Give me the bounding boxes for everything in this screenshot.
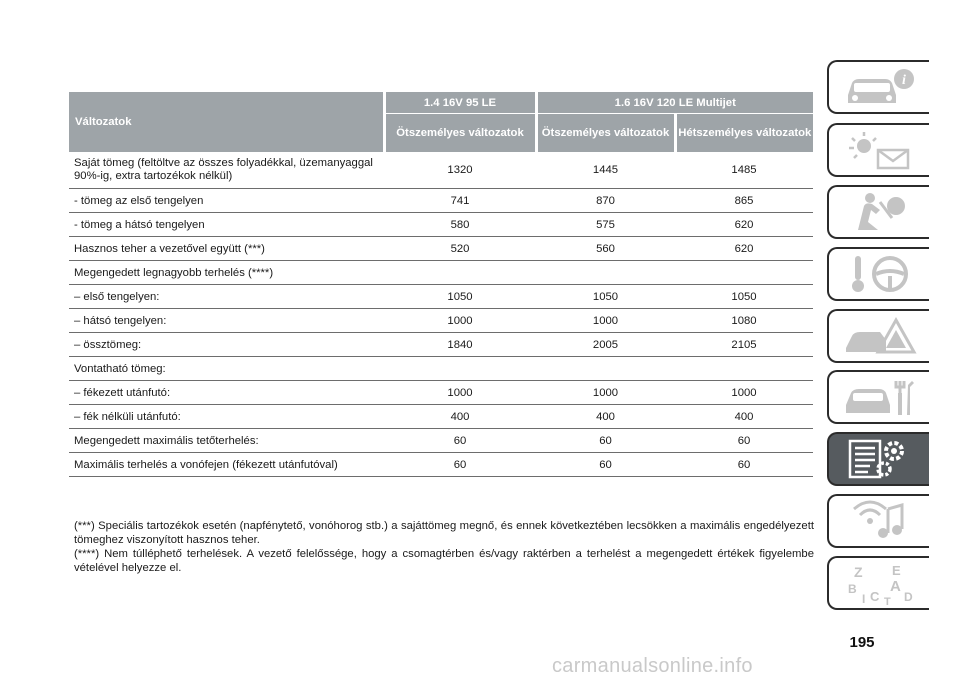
row-value: 60 [384, 453, 536, 477]
table-row [69, 381, 813, 405]
footnote-4: (****) Nem túlléphető terhelések. A vezető felelőssége, hogy a csomagtérben és/vagy raktérben a terhelést a megengedett értékek figyelembe vételével helyezze el. [74, 548, 814, 574]
maintenance-tools-icon [840, 375, 918, 419]
svg-text:I: I [862, 592, 866, 605]
row-value: 1050 [536, 285, 675, 309]
tab-dashboard-lights[interactable] [827, 123, 929, 177]
row-value: 741 [384, 189, 536, 213]
row-value: 1000 [675, 381, 813, 405]
table-row [69, 261, 813, 285]
row-value: 1000 [384, 309, 536, 333]
row-label: – hátsó tengelyen: [69, 309, 384, 333]
specifications-table [69, 92, 813, 477]
tab-starting-driving[interactable] [827, 247, 929, 301]
table-row [69, 309, 813, 333]
row-value: 620 [675, 237, 813, 261]
header-seats-3: Hétszemélyes változatok [675, 114, 813, 153]
table-row [69, 357, 813, 381]
row-label: - tömeg a hátsó tengelyen [69, 213, 384, 237]
svg-text:A: A [890, 578, 901, 595]
watermark: carmanualsonline.info [552, 655, 753, 677]
dashboard-lights-icon [840, 128, 918, 172]
row-label: - tömeg az első tengelyen [69, 189, 384, 213]
svg-text:Z: Z [854, 564, 863, 580]
row-value: 1000 [384, 381, 536, 405]
header-seats-2: Ötszemélyes változatok [536, 114, 675, 153]
table-row [69, 333, 813, 357]
safety-airbag-icon [840, 190, 918, 234]
header-engine-2: 1.6 16V 120 LE Multijet [536, 92, 813, 114]
row-value: 2105 [675, 333, 813, 357]
row-label: Vontatható tömeg: [69, 357, 384, 381]
svg-text:i: i [902, 73, 906, 88]
row-value: 1000 [536, 381, 675, 405]
table-row [69, 237, 813, 261]
row-value: 400 [384, 405, 536, 429]
table-row [69, 152, 813, 189]
row-value: 1840 [384, 333, 536, 357]
row-label: – fékezett utánfutó: [69, 381, 384, 405]
tab-car-info[interactable] [827, 60, 929, 114]
table-row [69, 213, 813, 237]
row-value: 1050 [675, 285, 813, 309]
table-row [69, 429, 813, 453]
svg-text:B: B [848, 582, 857, 596]
row-label: Hasznos teher a vezetővel együtt (***) [69, 237, 384, 261]
tab-maintenance[interactable] [827, 370, 929, 424]
row-value: 865 [675, 189, 813, 213]
row-value: 1080 [675, 309, 813, 333]
row-value: 1000 [536, 309, 675, 333]
row-label: Saját tömeg (feltöltve az összes folyadékkal, üzemanyaggal 90%-ig, extra tartozékok nélkül) [69, 152, 384, 189]
page-number: 195 [849, 634, 875, 651]
row-value: 560 [536, 237, 675, 261]
row-value: 60 [675, 453, 813, 477]
row-value: 400 [675, 405, 813, 429]
row-label: Megengedett legnagyobb terhelés (****) [69, 261, 384, 285]
row-value: 60 [675, 429, 813, 453]
svg-text:T: T [884, 596, 891, 605]
row-value: 400 [536, 405, 675, 429]
row-value [536, 357, 675, 381]
row-value [384, 357, 536, 381]
car-info-icon [840, 65, 918, 109]
row-value: 520 [384, 237, 536, 261]
header-seats-1: Ötszemélyes változatok [384, 114, 536, 153]
row-value: 60 [536, 429, 675, 453]
row-value [536, 261, 675, 285]
row-value: 1320 [384, 152, 536, 189]
table-row [69, 405, 813, 429]
row-value: 60 [536, 453, 675, 477]
tab-multimedia[interactable] [827, 494, 929, 548]
table-row [69, 285, 813, 309]
row-label: – első tengelyen: [69, 285, 384, 309]
header-variants: Változatok [69, 92, 384, 152]
row-value: 1050 [384, 285, 536, 309]
row-value: 1445 [536, 152, 675, 189]
row-value [384, 261, 536, 285]
row-value: 60 [384, 429, 536, 453]
tab-technical-data[interactable] [827, 432, 929, 486]
row-label: – fék nélküli utánfutó: [69, 405, 384, 429]
steering-key-icon [840, 252, 918, 296]
row-value: 870 [536, 189, 675, 213]
table-row [69, 189, 813, 213]
row-value: 575 [536, 213, 675, 237]
footnotes [74, 519, 814, 575]
row-label: – össztömeg: [69, 333, 384, 357]
emergency-warning-icon [840, 314, 918, 358]
svg-text:D: D [904, 590, 913, 604]
row-label: Maximális terhelés a vonófejen (fékezett utánfutóval) [69, 453, 384, 477]
multimedia-icon [840, 499, 918, 543]
tab-emergency[interactable] [827, 309, 929, 363]
tab-safety[interactable] [827, 185, 929, 239]
row-value: 620 [675, 213, 813, 237]
row-value [675, 261, 813, 285]
svg-text:C: C [870, 589, 880, 604]
row-value: 580 [384, 213, 536, 237]
row-value: 1485 [675, 152, 813, 189]
footnote-3: (***) Speciális tartozékok esetén (napfénytető, vonóhorog stb.) a sajáttömeg megnő, és ennek következtében lecsökken a maximális engedélyezett tömeghez viszonyított hasznos teher. [74, 520, 814, 546]
row-label: Megengedett maximális tetőterhelés: [69, 429, 384, 453]
alphabetical-index-icon [840, 561, 918, 605]
row-value [675, 357, 813, 381]
tab-index[interactable] [827, 556, 929, 610]
table-row [69, 453, 813, 477]
header-engine-1: 1.4 16V 95 LE [384, 92, 536, 114]
row-value: 2005 [536, 333, 675, 357]
svg-text:E: E [892, 563, 901, 578]
technical-data-icon [840, 437, 918, 481]
